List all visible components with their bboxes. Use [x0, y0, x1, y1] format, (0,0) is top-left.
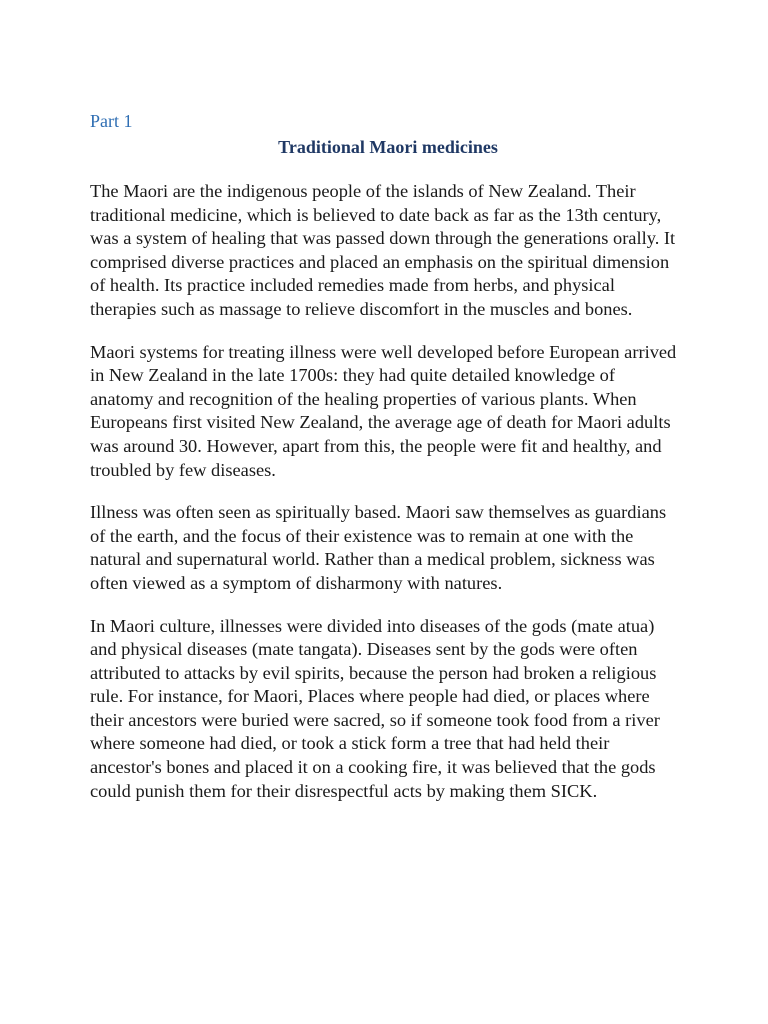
document-title: Traditional Maori medicines [278, 137, 498, 157]
document-body [90, 110, 680, 803]
part-label: Part 1 [90, 111, 133, 131]
paragraph-1: The Maori are the indigenous people of the islands of New Zealand. Their traditional medicine, which is believed to date back as far as the 13th century, was a system of healing that was passed down through the generations orally. It comprised diverse practices and placed an emphasis on the spiritual dimension of health. Its practice included remedies made from herbs, and physical therapies such as massage to relieve discomfort in the muscles and bones. [90, 181, 676, 319]
paragraph-3: Illness was often seen as spiritually based. Maori saw themselves as guardians of the earth, and the focus of their existence was to remain at one with the natural and supernatural world. Rather than a medical problem, sickness was often viewed as a symptom of disharmony with natures. [90, 502, 667, 593]
paragraph-4: In Maori culture, illnesses were divided into diseases of the gods (mate atua) and physical diseases (mate tangata). Diseases sent by the gods were often attributed to attacks by evil spirits, because the person had broken a religious rule. For instance, for Maori, Places where people had died, or places where their ancestors were buried were sacred, so if someone took food from a river where someone had died, or took a stick form a tree that had held their ancestor's bones and placed it on a cooking fire, it was believed that the gods could punish them for their disrespectful acts by making them SICK. [90, 615, 660, 801]
paragraph-2: Maori systems for treating illness were well developed before European arrived in New Zealand in the late 1700s: they had quite detailed knowledge of anatomy and recognition of the healing properties of various plants. When Europeans first visited New Zealand, the average age of death for Maori adults was around 30. However, apart from this, the people were fit and healthy, and troubled by few diseases. [90, 341, 677, 480]
